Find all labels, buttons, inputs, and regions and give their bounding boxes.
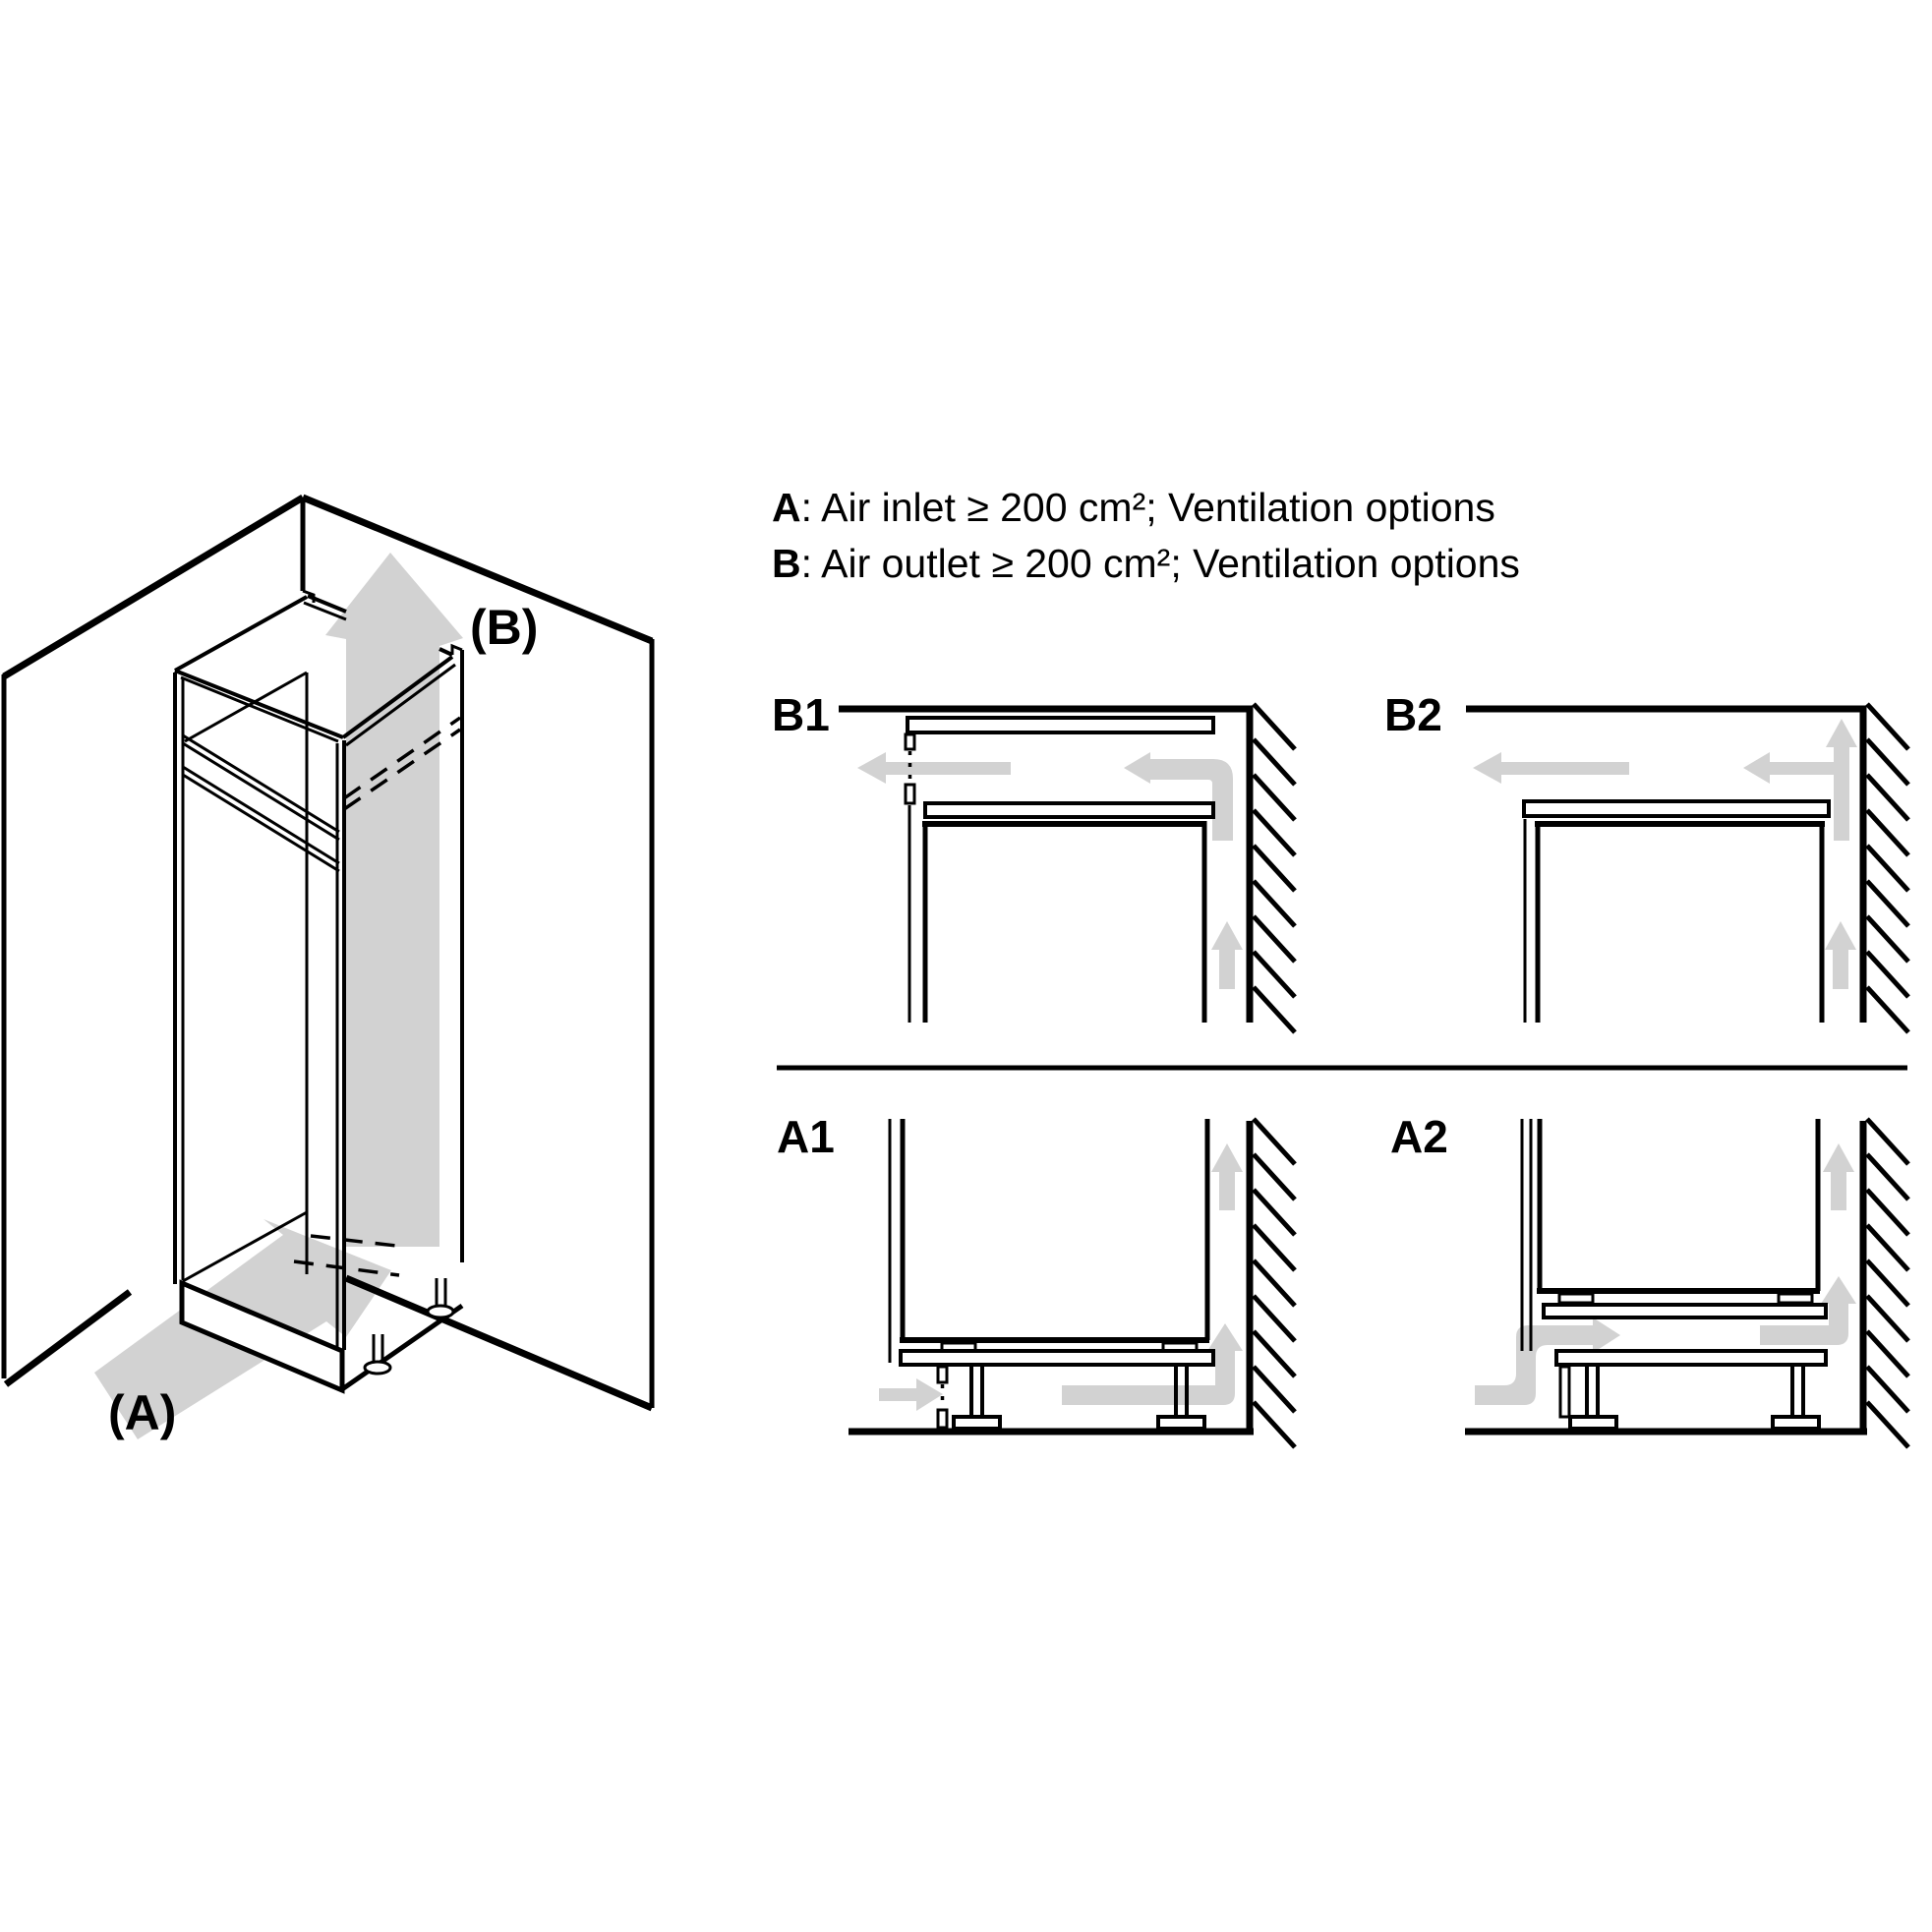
legend-line-air-outlet	[772, 542, 1520, 585]
legend-text-a: : Air inlet ≥ 200 cm²; Ventilation options	[800, 485, 1495, 530]
b2-diagram	[1466, 704, 1908, 1032]
a2-diagram	[1465, 1119, 1908, 1447]
label-diagram-b2: B2	[1384, 689, 1442, 740]
b1-wall-hatching	[1254, 704, 1295, 1032]
label-diagram-a2: A2	[1390, 1111, 1448, 1162]
legend-key-b: B	[772, 541, 801, 586]
b1-diagram	[839, 704, 1295, 1032]
label-diagram-b1: B1	[772, 689, 830, 740]
iso-label-air-inlet-a: (A)	[108, 1385, 177, 1440]
b2-airflow-arrows	[1473, 719, 1857, 989]
legend-line-air-inlet	[772, 486, 1495, 529]
a1-plinth-vent-detail	[938, 1367, 947, 1428]
b2-wall-hatching	[1867, 704, 1908, 1032]
legend-text-b: : Air outlet ≥ 200 cm²; Ventilation options	[800, 541, 1520, 586]
label-diagram-a1: A1	[777, 1111, 835, 1162]
a2-wall-hatching	[1867, 1119, 1908, 1447]
iso-label-air-outlet-b: (B)	[470, 600, 539, 655]
a1-wall-hatching	[1254, 1119, 1295, 1447]
legend-key-a: A	[772, 485, 801, 530]
a1-diagram	[849, 1119, 1295, 1447]
